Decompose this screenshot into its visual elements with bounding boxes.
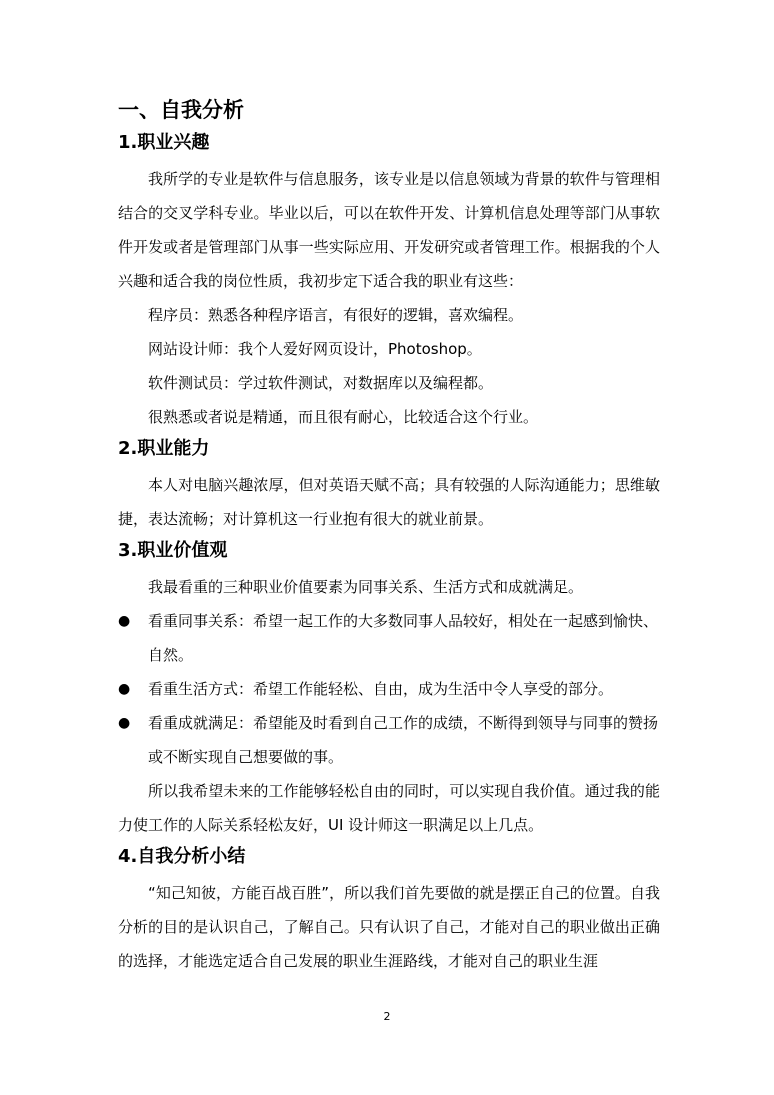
section-heading-career-ability: 2.职业能力: [118, 438, 210, 459]
bullet-icon: ●: [118, 715, 131, 731]
career-ability-body: 本人对电脑兴趣浓厚，但对英语天赋不高；具有较强的人际沟通能力；思维敏捷，表达流畅；对计算机这一行业抱有很大的就业前景。: [118, 476, 660, 528]
career-values-intro: 我最看重的三种职业价值要素为同事关系、生活方式和成就满足。: [148, 578, 584, 596]
career-values-conclusion: 所以我希望未来的工作能够轻松自由的同时，可以实现自我价值。通过我的能力使工作的人际关系轻松友好，UI 设计师这一职满足以上几点。: [118, 782, 660, 834]
list-item-text: 看重成就满足：希望能及时看到自己工作的成绩，不断得到领导与同事的赞扬或不断实现自己想要做的事。: [148, 714, 659, 766]
career-option-web-designer: 网站设计师：我个人爱好网页设计，Photoshop。: [148, 340, 482, 358]
career-option-programmer: 程序员：熟悉各种程序语言，有很好的逻辑，喜欢编程。: [148, 306, 524, 324]
section-heading-self-analysis-summary: 4.自我分析小结: [118, 846, 246, 867]
career-option-note: 很熟悉或者说是精通，而且很有耐心，比较适合这个行业。: [148, 408, 539, 426]
bullet-icon: ●: [118, 681, 131, 697]
list-item-text: 看重同事关系：希望一起工作的大多数同事人品较好，相处在一起感到愉快、自然。: [148, 612, 659, 664]
self-analysis-summary-body: “知己知彼，方能百战百胜”，所以我们首先要做的就是摆正自己的位置。自我分析的目的是认识自己，了解自己。只有认识了自己，才能对自己的职业做出正确的选择，才能选定适合自己发展的职业生涯路线，才能对自己的职业生涯: [118, 884, 660, 970]
career-interest-intro: 我所学的专业是软件与信息服务，该专业是以信息领域为背景的软件与管理相结合的交叉学科专业。毕业以后，可以在软件开发、计算机信息处理等部门从事软件开发或者是管理部门从事一些实际应用、开发研究或者管理工作。根据我的个人兴趣和适合我的岗位性质，我初步定下适合我的职业有这些：: [118, 170, 660, 290]
bullet-icon: ●: [118, 613, 131, 629]
section-heading-career-values: 3.职业价值观: [118, 540, 228, 561]
list-item-text: 看重生活方式：希望工作能轻松、自由，成为生活中令人享受的部分。: [148, 680, 614, 698]
career-values-list: [118, 604, 660, 774]
list-item: [118, 706, 660, 774]
page-number: 2: [383, 1010, 391, 1023]
career-option-software-tester: 软件测试员：学过软件测试，对数据库以及编程都。: [148, 374, 494, 392]
page-title: 一、自我分析: [118, 98, 244, 122]
page-content: [118, 96, 660, 978]
section-heading-career-interest: 1.职业兴趣: [118, 132, 210, 153]
list-item: [118, 672, 660, 706]
list-item: [118, 604, 660, 672]
